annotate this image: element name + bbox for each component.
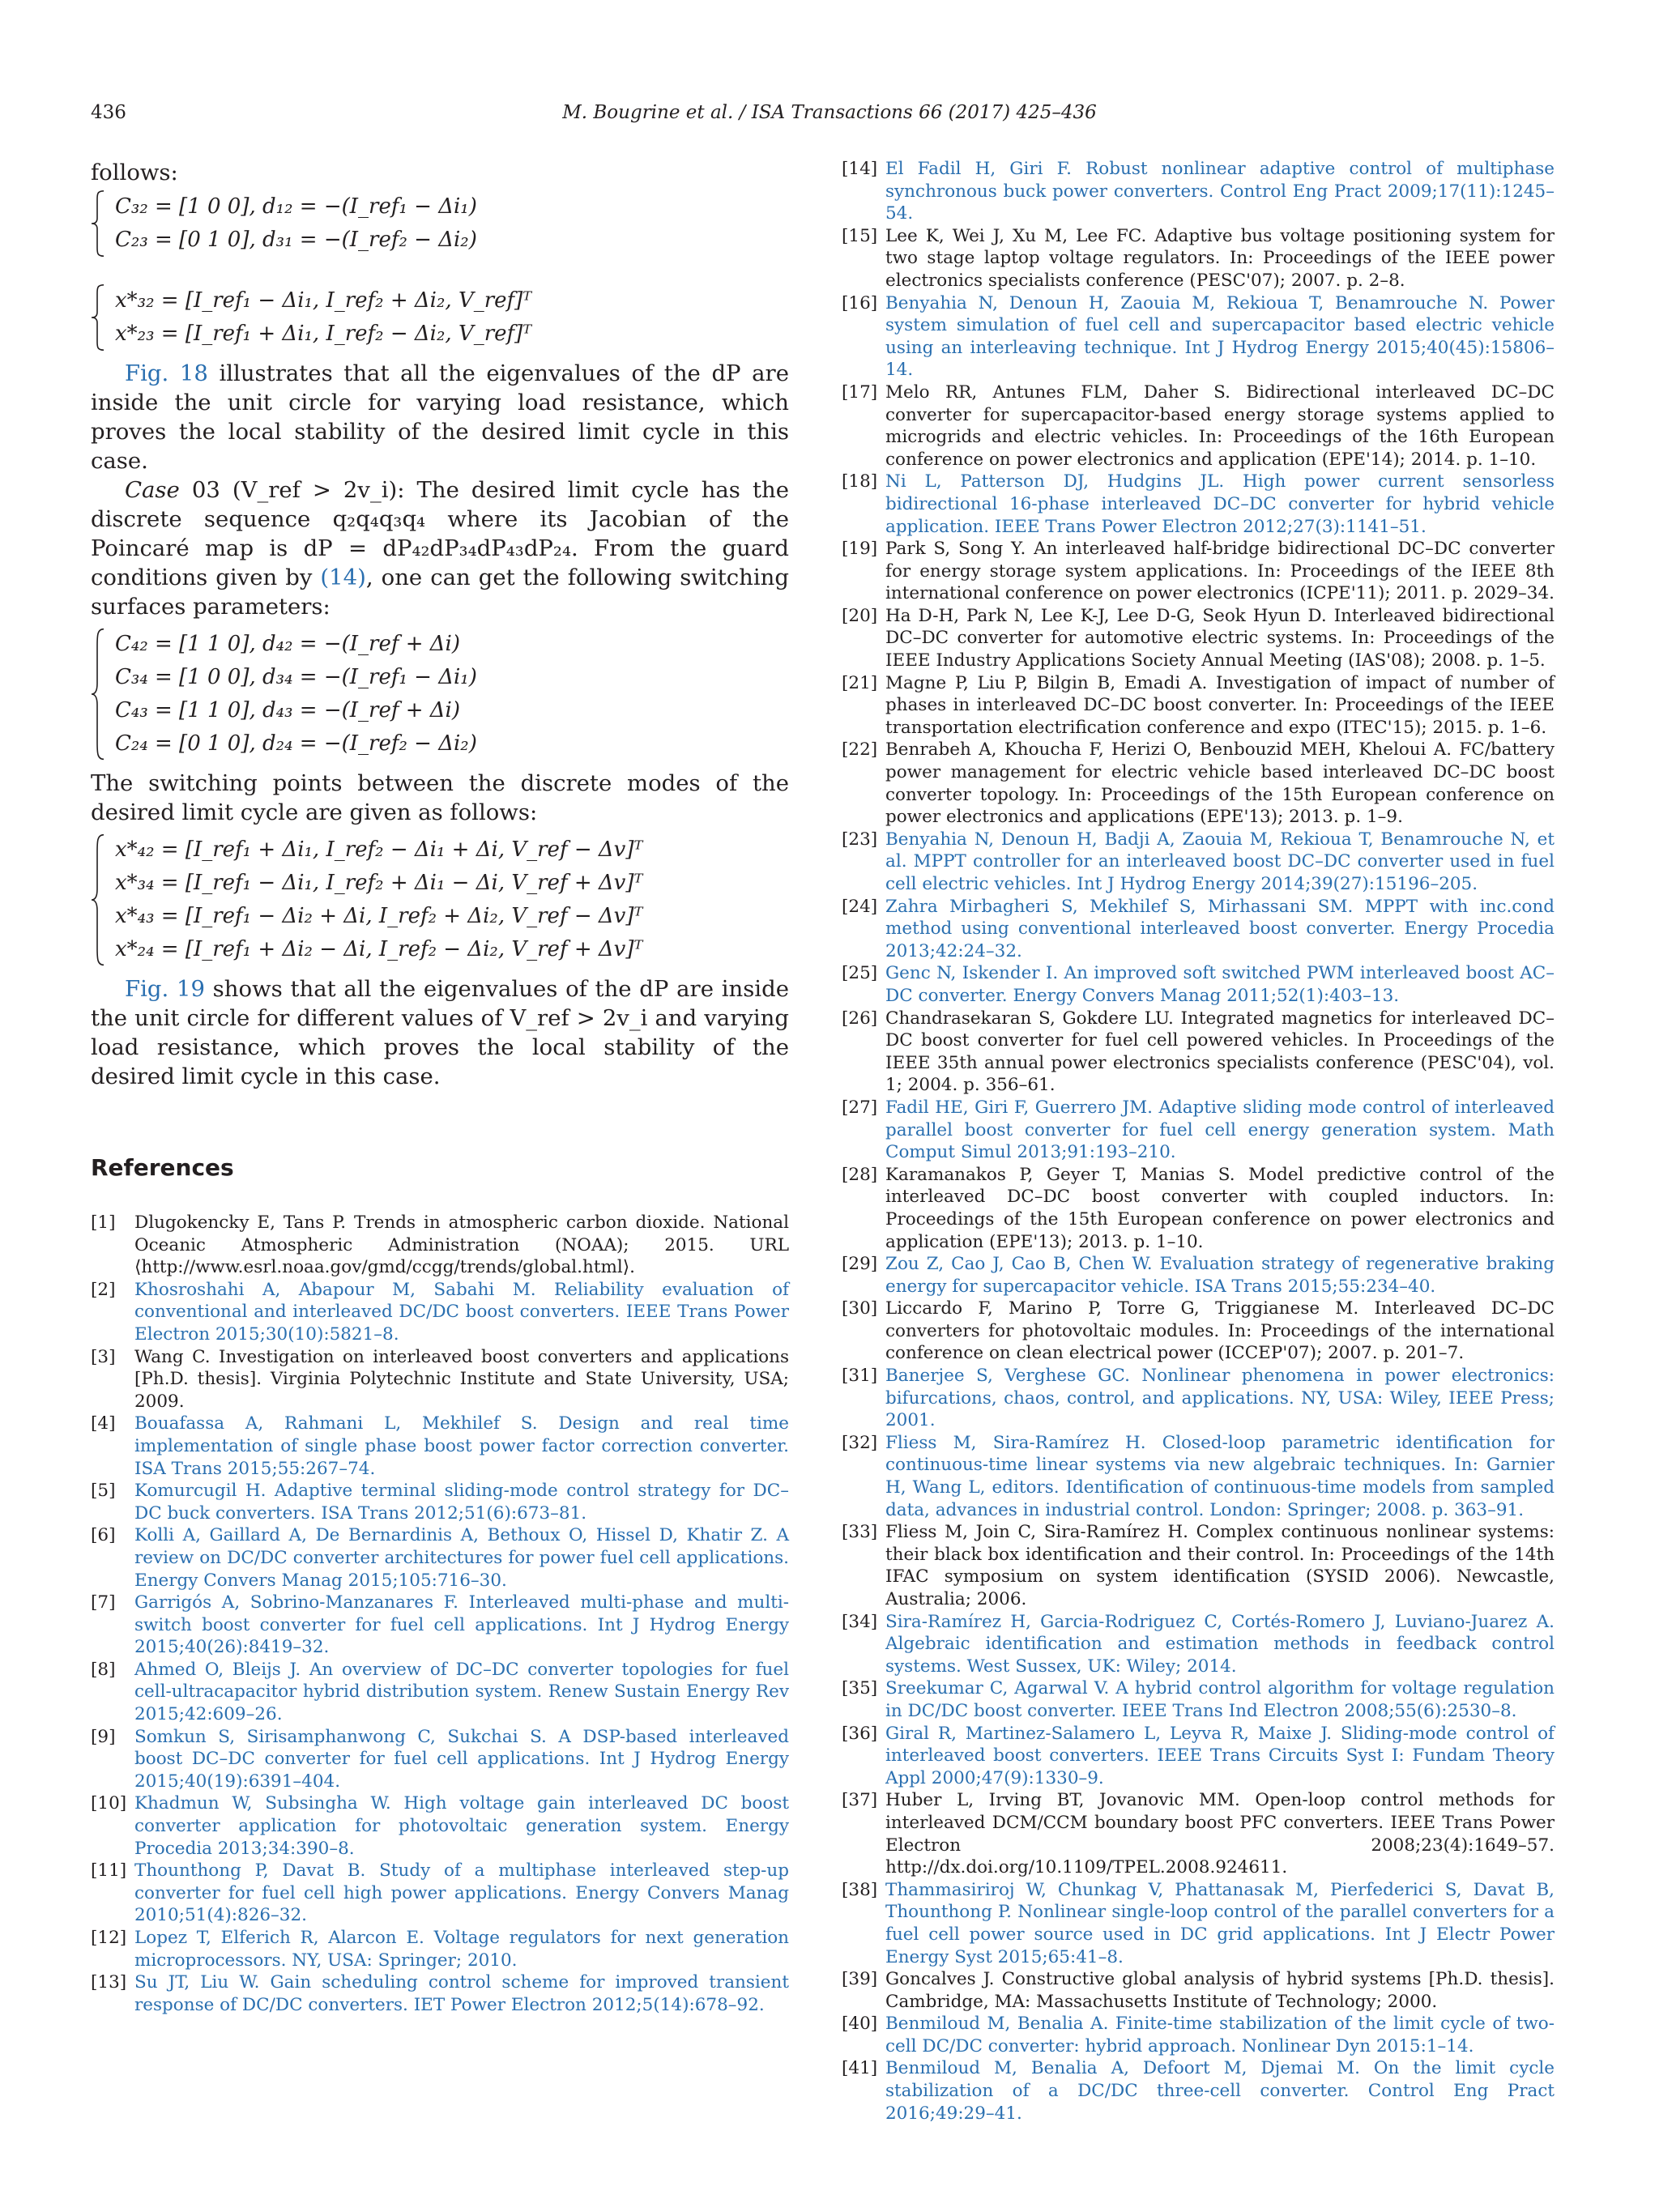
reference-number: [14] <box>842 159 878 179</box>
equation-line: C₄₂ = [1 1 0], d₄₂ = −(I_ref + Δi) <box>115 632 461 656</box>
reference-text[interactable]: Benmiloud M, Benalia A, Defoort M, Djemai M. On the limit cycle stabilization of a DC/DC three-cell converter. Control Eng Pract 2016;49:29–41. <box>885 2058 1555 2124</box>
reference-item[interactable] <box>91 1279 789 1346</box>
reference-number: [13] <box>91 1972 127 1993</box>
equation-line: C₃₄ = [1 0 0], d₃₄ = −(I_ref₁ − Δi₁) <box>115 665 477 689</box>
intro-text: follows: <box>91 160 178 185</box>
reference-item <box>842 1008 1555 1097</box>
reference-item[interactable] <box>91 1971 789 2016</box>
reference-list-right <box>842 158 1555 2125</box>
reference-text[interactable]: Somkun S, Sirisamphanwong C, Sukchai S. A DSP-based interleaved boost DC–DC converter for fuel cell applications. Int J Hydrog Energy 2015;40(19):6391–404. <box>134 1726 789 1792</box>
reference-number: [31] <box>842 1366 878 1387</box>
reference-text[interactable]: Zahra Mirbagheri S, Mekhilef S, Mirhassani SM. MPPT with inc.cond method using conventional interleaved boost converter. Energy Procedia 2013;42:24–32. <box>885 896 1555 961</box>
paragraph-fig18: Fig. 18 illustrates that all the eigenvalues of the dP are inside the unit circle for varying load resistance, which proves the local stability of the desired limit cycle in this case. <box>91 360 789 474</box>
reference-item[interactable] <box>91 1860 789 1927</box>
reference-text[interactable]: Zou Z, Cao J, Cao B, Chen W. Evaluation strategy of regenerative braking energy for supercapacitor vehicle. ISA Trans 2015;55:234–40. <box>885 1254 1555 1297</box>
reference-number: [38] <box>842 1879 878 1900</box>
equation-line: x*₂₄ = [I_ref₁ + Δi₂ − Δi, I_ref₂ − Δi₂, V_ref + Δv]ᵀ <box>115 937 643 961</box>
reference-item <box>842 381 1555 471</box>
figure-link[interactable]: Fig. 18 <box>125 360 208 386</box>
reference-text: Benrabeh A, Khoucha F, Herizi O, Benbouzid MEH, Kheloui A. FC/battery power management for electric vehicle based interleaved DC–DC boost converter topology. In: Proceedings of the 15th European conference on power electronics and applications (EPE'13); 2013. p. 1–9. <box>885 739 1555 828</box>
equation-line: x*₂₃ = [I_ref₁ + Δi₁, I_ref₂ − Δi₂, V_ref]ᵀ <box>115 322 532 346</box>
reference-item[interactable] <box>842 1611 1555 1678</box>
references-heading: References <box>91 1154 234 1181</box>
reference-item[interactable] <box>842 471 1555 538</box>
reference-text[interactable]: Genc N, Iskender I. An improved soft switched PWM interleaved boost AC–DC converter. Energy Convers Manag 2011;52(1):403–13. <box>885 963 1555 1006</box>
equation-block-3 <box>91 628 789 761</box>
running-header <box>91 102 1568 134</box>
reference-item <box>842 1164 1555 1253</box>
reference-text[interactable]: Benyahia N, Denoun H, Badji A, Zaouia M, Rekioua T, Benamrouche N, et al. MPPT controller for an interleaved boost DC–DC converter used in fuel cell electric vehicles. Int J Hydrog Energy 2014;39(27):15196–205. <box>885 829 1555 894</box>
reference-item <box>842 1521 1555 1610</box>
equation-line: x*₃₂ = [I_ref₁ − Δi₁, I_ref₂ + Δi₂, V_ref]ᵀ <box>115 288 532 313</box>
reference-item[interactable] <box>91 1524 789 1592</box>
reference-item <box>842 672 1555 739</box>
reference-number: [26] <box>842 1008 878 1029</box>
page-number: 436 <box>91 102 126 123</box>
reference-number: [32] <box>842 1432 878 1453</box>
paragraph-switching-points: The switching points between the discrete modes of the desired limit cycle are given as follows: <box>91 770 789 825</box>
reference-number: [40] <box>842 2014 878 2035</box>
brace-symbol <box>91 628 105 761</box>
reference-item[interactable] <box>91 1659 789 1726</box>
reference-number: [5] <box>91 1481 116 1502</box>
reference-item[interactable] <box>842 1723 1555 1790</box>
reference-item <box>842 225 1555 292</box>
reference-item[interactable] <box>842 1432 1555 1521</box>
reference-text: Fliess M, Join C, Sira-Ramírez H. Complex continuous nonlinear systems: their black box identification and their control. In: Proceedings of the 14th IFAC symposium on system identification (SYSID 2006). Newcastle, Australia; 2006. <box>885 1522 1555 1609</box>
reference-text: Goncalves J. Constructive global analysis of hybrid systems [Ph.D. thesis]. Cambridge, MA: Massachusetts Institute of Technology; 2000. <box>885 1969 1555 2012</box>
equation-line: C₄₃ = [1 1 0], d₄₃ = −(I_ref + Δi) <box>115 698 461 722</box>
reference-item[interactable] <box>91 1726 789 1793</box>
reference-number: [3] <box>91 1346 116 1367</box>
reference-number: [41] <box>842 2058 878 2079</box>
paragraph-case03: Case 03 (V_ref > 2v_i): The desired limit cycle has the discrete sequence q₂q₄q₃q₄ where its Jacobian of the Poincaré map is dP = dP₄₂dP₃₄dP₄₃dP₂₄. From the guard conditions given by (14), one can get the following switching surfaces parameters: <box>91 477 789 620</box>
reference-number: [29] <box>842 1254 878 1275</box>
equation-line: C₂₃ = [0 1 0], d₃₁ = −(I_ref₂ − Δi₂) <box>115 228 477 252</box>
reference-text[interactable]: Benyahia N, Denoun H, Zaouia M, Rekioua T, Benamrouche N. Power system simulation of fuel cell and supercapacitor based electric vehicle using an interleaving technique. Int J Hydrog Energy 2015;40(45):15806–14. <box>885 292 1555 381</box>
reference-item[interactable] <box>842 1365 1555 1432</box>
left-column <box>91 158 789 2016</box>
reference-item[interactable] <box>91 1592 789 1659</box>
reference-number: [30] <box>842 1298 878 1319</box>
reference-text: Ha D-H, Park N, Lee K-J, Lee D-G, Seok Hyun D. Interleaved bidirectional DC–DC converter for automotive electric systems. In: Proceedings of the IEEE Industry Applications Society Annual Meeting (IAS'08); 2008. p. 1–5. <box>885 605 1555 671</box>
reference-text[interactable]: Ahmed O, Bleijs J. An overview of DC–DC converter topologies for fuel cell-ultracapacitor hybrid distribution system. Renew Sustain Energy Rev 2015;42:609–26. <box>134 1659 789 1725</box>
reference-item[interactable] <box>842 1879 1555 1968</box>
reference-item[interactable] <box>91 1792 789 1860</box>
reference-number: [12] <box>91 1928 127 1948</box>
reference-text[interactable]: Bouafassa A, Rahmani L, Mekhilef S. Design and real time implementation of single phase boost power factor correction converter. ISA Trans 2015;55:267–74. <box>134 1413 789 1479</box>
reference-list-left <box>91 1212 789 2016</box>
reference-item[interactable] <box>842 292 1555 381</box>
reference-item[interactable] <box>91 1413 789 1480</box>
reference-text[interactable]: El Fadil H, Giri F. Robust nonlinear adaptive control of multiphase synchronous buck power converters. Control Eng Pract 2009;17(11):1245–54. <box>885 159 1555 224</box>
reference-number: [37] <box>842 1790 878 1811</box>
reference-text: Liccardo F, Marino P, Torre G, Triggianese M. Interleaved DC–DC converters for photovoltaic modules. In: Proceedings of the international conference on clean electrical power (ICCEP'07); 2007. p. 201–7. <box>885 1298 1555 1364</box>
equation-block-1 <box>91 190 789 257</box>
reference-item <box>842 538 1555 605</box>
reference-text[interactable]: Su JT, Liu W. Gain scheduling control scheme for improved transient response of DC/DC converters. IET Power Electron 2012;5(14):678–92. <box>134 1972 789 2015</box>
reference-text: Dlugokencky E, Tans P. Trends in atmospheric carbon dioxide. National Oceanic Atmospheric Administration (NOAA); 2015. URL ⟨http://www.esrl.noaa.gov/gmd/ccgg/trends/global.html⟩. <box>134 1213 789 1278</box>
reference-text[interactable]: Sira-Ramírez H, Garcia-Rodriguez C, Cortés-Romero J, Luviano-Juarez A. Algebraic identification and estimation methods in feedback control systems. West Sussex, UK: Wiley; 2014. <box>885 1611 1555 1677</box>
equation-link[interactable]: (14) <box>320 565 366 590</box>
reference-number: [2] <box>91 1279 116 1300</box>
reference-text[interactable]: Thammasiriroj W, Chunkag V, Phattanasak M, Pierfederici S, Davat B, Thounthong P. Nonlinear single-loop control of the parallel converters for a fuel cell power source used in DC grid applications. Int J Electr Power Energy Syst 2015;65:41–8. <box>885 1879 1555 1967</box>
reference-item[interactable] <box>842 158 1555 225</box>
reference-number: [19] <box>842 539 878 560</box>
figure-link[interactable]: Fig. 19 <box>125 976 205 1002</box>
reference-number: [20] <box>842 605 878 626</box>
reference-item[interactable] <box>842 2057 1555 2125</box>
reference-item <box>842 1968 1555 2013</box>
reference-number: [27] <box>842 1097 878 1118</box>
reference-item[interactable] <box>842 1677 1555 1722</box>
reference-number: [11] <box>91 1860 127 1882</box>
reference-item <box>91 1212 789 1279</box>
reference-number: [1] <box>91 1213 116 1233</box>
reference-item[interactable] <box>842 829 1555 896</box>
reference-text[interactable]: Komurcugil H. Adaptive terminal sliding-mode control strategy for DC–DC buck converters. ISA Trans 2012;51(6):673–81. <box>134 1481 789 1524</box>
brace-symbol <box>91 833 105 966</box>
reference-item <box>842 1298 1555 1365</box>
reference-text[interactable]: Garrigós A, Sobrino-Manzanares F. Interleaved multi-phase and multi-switch boost converter for fuel cell applications. Int J Hydrog Energy 2015;40(26):8419–32. <box>134 1592 789 1658</box>
reference-text[interactable]: Fadil HE, Giri F, Guerrero JM. Adaptive sliding mode control of interleaved parallel boost converter for fuel cell energy generation system. Math Comput Simul 2013;91:193–210. <box>885 1097 1555 1163</box>
reference-text: Chandrasekaran S, Gokdere LU. Integrated magnetics for interleaved DC–DC boost converter for fuel cell powered vehicles. In Proceedings of the IEEE 35th annual power electronics specialists conference (PESC'04), vol. 1; 2004. p. 356–61. <box>885 1008 1555 1096</box>
reference-number: [9] <box>91 1726 116 1747</box>
reference-number: [39] <box>842 1969 878 1990</box>
reference-item[interactable] <box>842 1253 1555 1298</box>
reference-item <box>842 605 1555 672</box>
reference-text: Karamanakos P, Geyer T, Manias S. Model predictive control of the interleaved DC–DC boost converter with coupled inductors. In: Proceedings of the 15th European conference on power electronics and application (EPE'13); 2013. p. 1–10. <box>885 1164 1555 1252</box>
reference-number: [15] <box>842 225 878 246</box>
reference-text[interactable]: Lopez T, Elferich R, Alarcon E. Voltage regulators for next generation microprocessors. NY, USA: Springer; 2010. <box>134 1928 789 1971</box>
equation-block-2 <box>91 284 789 351</box>
reference-text[interactable]: Khadmun W, Subsingha W. High voltage gain interleaved DC boost converter application for photovoltaic generation system. Energy Procedia 2013;34:390–8. <box>134 1793 789 1859</box>
reference-item[interactable] <box>842 896 1555 963</box>
brace-symbol <box>91 190 105 257</box>
reference-item <box>842 739 1555 828</box>
reference-text[interactable]: Fliess M, Sira-Ramírez H. Closed-loop parametric identification for continuous-time linear systems via new algebraic techniques. In: Garnier H, Wang L, editors. Identification of continuous-time models from sampled data, advances in industrial control. London: Springer; 2008. p. 363–91. <box>885 1432 1555 1520</box>
reference-text[interactable]: Benmiloud M, Benalia A. Finite-time stabilization of the limit cycle of two-cell DC/DC converter: hybrid approach. Nonlinear Dyn 2015:1–14. <box>885 2014 1555 2056</box>
reference-number: [24] <box>842 896 878 917</box>
reference-item[interactable] <box>91 1480 789 1524</box>
reference-number: [34] <box>842 1611 878 1632</box>
right-column <box>842 158 1555 2125</box>
reference-text: Wang C. Investigation on interleaved boost converters and applications [Ph.D. thesis]. Virginia Polytechnic Institute and State University, USA; 2009. <box>134 1346 789 1412</box>
reference-text: Huber L, Irving BT, Jovanovic MM. Open-loop control methods for interleaved DCM/CCM boundary boost PFC converters. IEEE Trans Power Electron 2008;23(4):1649–57. http://dx.doi.org/10.1109/TPEL.2008.924611. <box>885 1790 1555 1878</box>
journal-citation: M. Bougrine et al. / ISA Transactions 66 (2017) 425–436 <box>562 102 1097 123</box>
reference-item[interactable] <box>842 962 1555 1007</box>
reference-number: [33] <box>842 1522 878 1543</box>
reference-text[interactable]: Kolli A, Gaillard A, De Bernardinis A, Bethoux O, Hissel D, Khatir Z. A review on DC/DC converter architectures for power fuel cell applications. Energy Convers Manag 2015;105:716–30. <box>134 1525 789 1591</box>
reference-text[interactable]: Ni L, Patterson DJ, Hudgins JL. High power current sensorless bidirectional 16-phase interleaved DC–DC converter for hybrid vehicle application. IEEE Trans Power Electron 2012;27(3):1141–51. <box>885 471 1555 537</box>
reference-number: [17] <box>842 381 878 403</box>
reference-item[interactable] <box>842 2013 1555 2057</box>
reference-number: [22] <box>842 739 878 761</box>
reference-text[interactable]: Thounthong P, Davat B. Study of a multiphase interleaved step-up converter for fuel cell high power applications. Energy Convers Manag 2010;51(4):826–32. <box>134 1860 789 1926</box>
equation-line: x*₄₂ = [I_ref₁ + Δi₁, I_ref₂ − Δi₁ + Δi, V_ref − Δv]ᵀ <box>115 837 643 862</box>
reference-text: Lee K, Wei J, Xu M, Lee FC. Adaptive bus voltage positioning system for two stage laptop voltage regulators. In: Proceedings of the IEEE power electronics specialists conference (PESC'07); 2007. p. 2–8. <box>885 225 1555 291</box>
equation-line: C₃₂ = [1 0 0], d₁₂ = −(I_ref₁ − Δi₁) <box>115 194 477 219</box>
reference-text[interactable]: Khosroshahi A, Abapour M, Sabahi M. Reliability evaluation of conventional and interleaved DC/DC boost converters. IEEE Trans Power Electron 2015;30(10):5821–8. <box>134 1279 789 1345</box>
reference-number: [25] <box>842 963 878 984</box>
reference-text: Park S, Song Y. An interleaved half-bridge bidirectional DC–DC converter for energy storage system applications. In: Proceedings of the IEEE 8th international conference on power electronics (ICPE'11); 2011. p. 2029–34. <box>885 539 1555 604</box>
reference-number: [10] <box>91 1793 127 1814</box>
reference-number: [36] <box>842 1723 878 1744</box>
reference-number: [7] <box>91 1592 116 1613</box>
reference-item <box>91 1346 789 1413</box>
reference-number: [23] <box>842 829 878 850</box>
reference-number: [4] <box>91 1413 116 1434</box>
reference-text[interactable]: Giral R, Martinez-Salamero L, Leyva R, Maixe J. Sliding-mode control of interleaved boost converters. IEEE Trans Circuits Syst I: Fundam Theory Appl 2000;47(9):1330–9. <box>885 1723 1555 1788</box>
reference-number: [18] <box>842 471 878 492</box>
paragraph-fig19: Fig. 19 shows that all the eigenvalues of the dP are inside the unit circle for different values of V_ref > 2v_i and varying load resistance, which proves the local stability of the desired limit cycle in this case. <box>91 976 789 1089</box>
reference-text[interactable]: Banerjee S, Verghese GC. Nonlinear phenomena in power electronics: bifurcations, chaos, control, and applications. NY, USA: Wiley, IEEE Press; 2001. <box>885 1366 1555 1431</box>
reference-text: Magne P, Liu P, Bilgin B, Emadi A. Investigation of impact of number of phases in interleaved DC–DC boost converter. In: Proceedings of the IEEE transportation electrification conference and expo (ITEC'15); 2015. p. 1–6. <box>885 672 1555 738</box>
reference-number: [35] <box>842 1678 878 1699</box>
reference-number: [8] <box>91 1659 116 1680</box>
reference-item[interactable] <box>91 1927 789 1971</box>
equation-line: x*₄₃ = [I_ref₁ − Δi₂ + Δi, I_ref₂ + Δi₂, V_ref − Δv]ᵀ <box>115 904 643 928</box>
reference-number: [21] <box>842 672 878 693</box>
equation-line: C₂₄ = [0 1 0], d₂₄ = −(I_ref₂ − Δi₂) <box>115 731 477 756</box>
equation-block-4 <box>91 833 789 966</box>
reference-item <box>842 1789 1555 1878</box>
brace-symbol <box>91 284 105 351</box>
equation-line: x*₃₄ = [I_ref₁ − Δi₁, I_ref₂ + Δi₁ − Δi, V_ref + Δv]ᵀ <box>115 871 643 895</box>
reference-number: [6] <box>91 1525 116 1546</box>
reference-number: [28] <box>842 1164 878 1185</box>
reference-text: Melo RR, Antunes FLM, Daher S. Bidirectional interleaved DC–DC converter for supercapacitor-based energy storage systems applied to microgrids and electric vehicles. In: Proceedings of the 16th European conference on power electronics and application (EPE'14); 2014. p. 1–10. <box>885 381 1555 470</box>
reference-text[interactable]: Sreekumar C, Agarwal V. A hybrid control algorithm for voltage regulation in DC/DC boost converter. IEEE Trans Ind Electron 2008;55(6):2530–8. <box>885 1678 1555 1721</box>
reference-number: [16] <box>842 292 878 313</box>
reference-item[interactable] <box>842 1097 1555 1164</box>
